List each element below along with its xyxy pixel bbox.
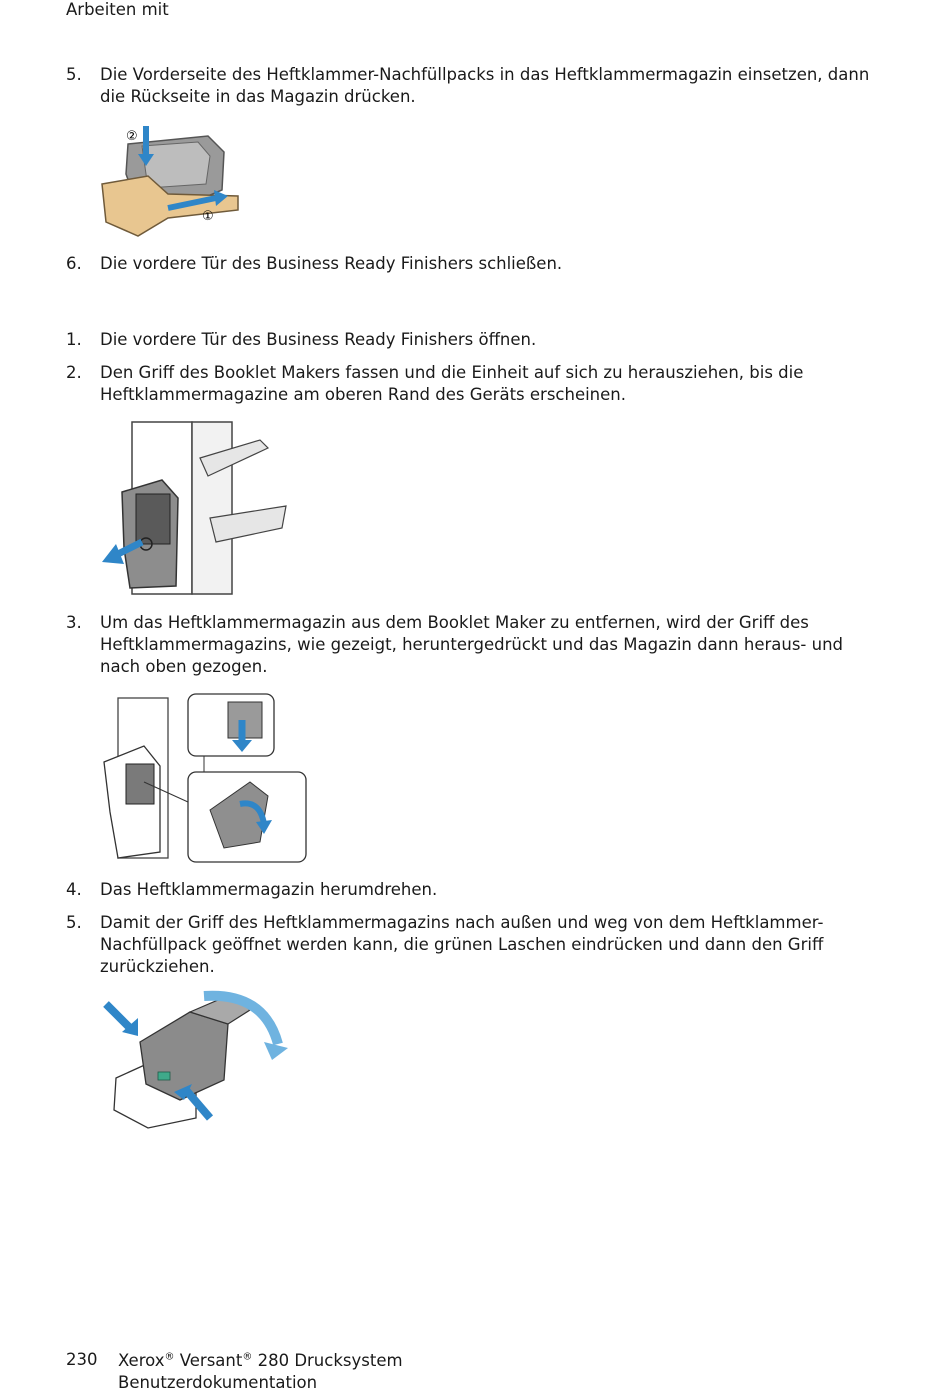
cartridge-removal-illustration [100, 692, 312, 864]
booklet-maker-illustration [100, 418, 290, 598]
open-handle-illustration [100, 988, 290, 1132]
step-number: 5. [66, 65, 82, 84]
step-text: Den Griff des Booklet Makers fassen und die Einheit auf sich zu herausziehen, bis die Heftklammermagazine am oberen Rand des Geräts erscheinen. [100, 363, 804, 404]
callout-1: ① [202, 209, 214, 224]
green-tab [158, 1072, 170, 1080]
product-line [118, 1350, 403, 1372]
page-header: Arbeiten mit [66, 0, 169, 19]
product-name: Versant [179, 1351, 243, 1370]
step-text: Das Heftklammermagazin herumdrehen. [100, 880, 438, 899]
finisher-side [192, 422, 232, 594]
staple-cartridges [126, 764, 154, 804]
step-number: 5. [66, 913, 82, 932]
page-number: 230 [66, 1350, 98, 1369]
staple-refill-illustration [98, 122, 244, 240]
step-number: 1. [66, 330, 82, 349]
cartridge-body [140, 1012, 228, 1100]
staple-cartridges [136, 494, 170, 544]
step-text: Die vordere Tür des Business Ready Finishers öffnen. [100, 330, 537, 349]
step-text: Die vordere Tür des Business Ready Finishers schließen. [100, 254, 563, 273]
step-text: Um das Heftklammermagazin aus dem Booklet Maker zu entfernen, wird der Griff des Heftklammermagazins, wie gezeigt, heruntergedrückt und das Magazin dann heraus- und nach oben gezogen. [100, 613, 844, 676]
step-text: Damit der Griff des Heftklammermagazins nach außen und weg von dem Heftklammer-Nachfüllpack geöffnet werden kann, die grünen Laschen eindrücken und dann den Griff zurückziehen. [100, 913, 824, 976]
product-suffix: 280 Drucksystem [257, 1351, 403, 1370]
rotate-arrow-head [264, 1042, 288, 1060]
step-number: 2. [66, 363, 82, 382]
callout-2: ② [126, 129, 138, 144]
registered-mark: ® [164, 1351, 175, 1363]
footer-title [118, 1350, 403, 1394]
doc-type: Benutzerdokumentation [118, 1373, 318, 1392]
brand-name: Xerox [118, 1351, 165, 1370]
press-arrow-icon [106, 1004, 130, 1028]
step-number: 6. [66, 254, 82, 273]
step-number: 3. [66, 613, 82, 632]
step-text: Die Vorderseite des Heftklammer-Nachfüllpacks in das Heftklammermagazin einsetzen, dann die Rückseite in das Magazin drücken. [100, 65, 870, 106]
step-number: 4. [66, 880, 82, 899]
registered-mark: ® [242, 1351, 253, 1363]
